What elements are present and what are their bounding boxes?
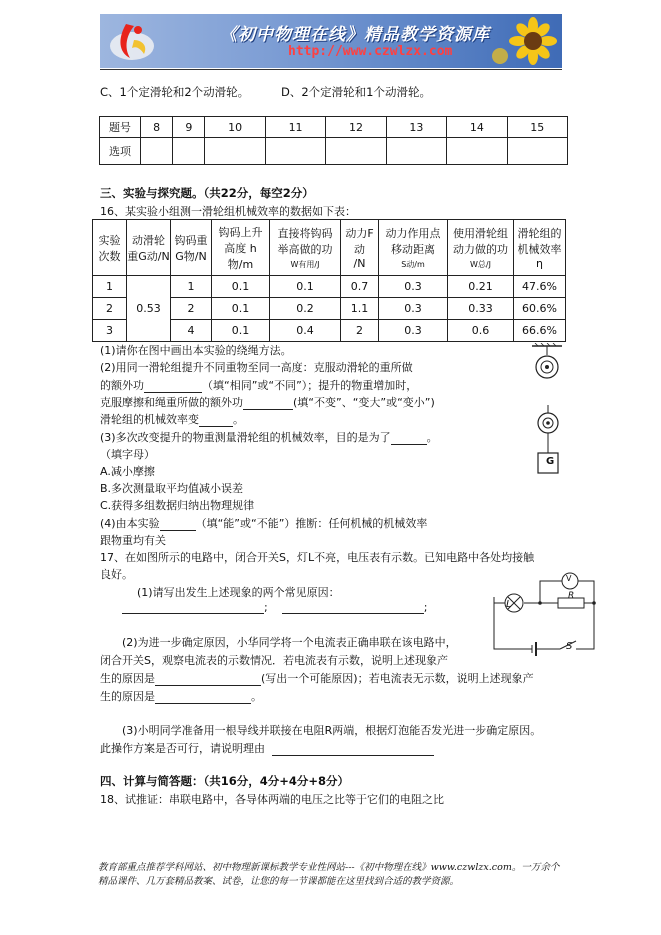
pulley-figure-2 bbox=[530, 405, 566, 480]
q16-part4-line2: 跟物重均有关 bbox=[100, 534, 166, 547]
site-logo-icon bbox=[104, 18, 160, 64]
circuit-diagram bbox=[484, 567, 602, 664]
blank[interactable] bbox=[243, 396, 293, 410]
q16-part3-line1: (3)多次改变提升的物重测量滑轮组的机械效率，目的是为了 。 bbox=[100, 431, 438, 444]
circuit-label-voltmeter: V bbox=[566, 574, 572, 583]
col-header-efficiency: 滑轮组的 机械效率 η bbox=[514, 220, 566, 276]
answer-cell[interactable] bbox=[265, 138, 325, 165]
cell-w-total: 0.33 bbox=[448, 298, 514, 320]
q17-part2-line1: (2)为进一步确定原因，小华同学将一个电流表正确串联在该电路中， bbox=[122, 636, 457, 649]
q17-line2: 良好。 bbox=[100, 568, 133, 581]
cell-g: 2 bbox=[171, 298, 212, 320]
q16-part2-line2: 的额外功 （填“相同”或“不同”）；提升的物重增加时， bbox=[100, 379, 418, 392]
cell-s: 0.3 bbox=[379, 276, 448, 298]
answer-cell[interactable] bbox=[447, 138, 507, 165]
blank[interactable] bbox=[391, 431, 427, 445]
circuit-label-lamp: L bbox=[506, 599, 512, 610]
cell-w-useful: 0.1 bbox=[270, 276, 341, 298]
footer-note: 教育部重点推荐学科网站、初中物理新课标教学专业性网站---《初中物理在线》www.czwlzx.com。一万余个精品课件、几万套精品教案、试卷，让您的每一节课都能在这里找到合适的教学资源。 bbox=[98, 862, 560, 887]
q17-part3-line2: 此操作方案是否可行，请说明理由 bbox=[100, 740, 434, 756]
col-header-force: 动力F动 /N bbox=[341, 220, 379, 276]
q17-part1-blanks: ; ; bbox=[122, 600, 427, 614]
cell-f: 1.1 bbox=[341, 298, 379, 320]
cell-pulley-weight: 0.53 bbox=[127, 276, 171, 342]
q17-part2-line4: 生的原因是 。 bbox=[100, 690, 262, 703]
section4-heading: 四、计算与简答题：（共16分，4分+4分+8分） bbox=[100, 774, 350, 788]
cell-w-total: 0.6 bbox=[448, 320, 514, 342]
table-row bbox=[93, 276, 566, 298]
q17-part3-line1: (3)小明同学准备用一根导线并联接在电阻R两端，根据灯泡能否发光进一步确定原因。 bbox=[122, 724, 542, 737]
answer-cell[interactable] bbox=[173, 138, 205, 165]
circuit-label-switch: S bbox=[566, 641, 573, 652]
col-header-total-work: 使用滑轮组 动力做的功 W总/J bbox=[448, 220, 514, 276]
answer-cell[interactable] bbox=[205, 138, 265, 165]
cell-g: 1 bbox=[171, 276, 212, 298]
col-header-pulley-weight: 动滑轮 重G动/N bbox=[127, 220, 171, 276]
blank[interactable] bbox=[282, 600, 424, 614]
pulley-data-table bbox=[92, 219, 566, 342]
banner-title: 《初中物理在线》精品教学资源库 bbox=[220, 25, 490, 45]
blank[interactable] bbox=[144, 379, 202, 393]
q16-intro: 16、某实验小组测一滑轮组机械效率的数据如下表： bbox=[100, 205, 356, 218]
blank[interactable] bbox=[155, 672, 261, 686]
cell-s: 0.3 bbox=[379, 320, 448, 342]
col-header-trial: 实验 次数 bbox=[93, 220, 127, 276]
col-header-distance: 动力作用点 移动距离 S动/m bbox=[379, 220, 448, 276]
answer-table-number: 8 bbox=[141, 117, 173, 138]
q16-part1: (1)请你在图中画出本实验的绕绳方法。 bbox=[100, 344, 292, 357]
answer-table-number: 11 bbox=[265, 117, 325, 138]
cell-s: 0.3 bbox=[379, 298, 448, 320]
blank[interactable] bbox=[122, 600, 264, 614]
cell-trial: 1 bbox=[93, 276, 127, 298]
col-header-useful-work: 直接将钩码 举高做的功 W有用/J bbox=[270, 220, 341, 276]
q17-part2-line2: 闭合开关S，观察电流表的示数情况．若电流表有示数，说明上述现象产 bbox=[100, 654, 448, 667]
q17-part2-line3: 生的原因是 (写出一个可能原因)；若电流表无示数，说明上述现象产 bbox=[100, 672, 534, 685]
cell-w-useful: 0.2 bbox=[270, 298, 341, 320]
answer-table-number: 10 bbox=[205, 117, 265, 138]
q16-part4-line1: (4)由本实验 （填“能”或“不能”）推断：任何机械的机械效率 bbox=[100, 517, 428, 530]
option-c: C、1个定滑轮和2个动滑轮。 bbox=[100, 85, 250, 99]
cell-w-useful: 0.4 bbox=[270, 320, 341, 342]
cell-f: 2 bbox=[341, 320, 379, 342]
header-rule bbox=[100, 69, 562, 70]
q16-part3-line2: （填字母） bbox=[100, 448, 155, 461]
answer-cell[interactable] bbox=[507, 138, 567, 165]
blank[interactable] bbox=[160, 517, 196, 531]
cell-h: 0.1 bbox=[212, 320, 270, 342]
q16-option-a: A.减小摩擦 bbox=[100, 465, 155, 478]
cell-f: 0.7 bbox=[341, 276, 379, 298]
cell-eff: 47.6% bbox=[514, 276, 566, 298]
q17-part1: (1)请写出发生上述现象的两个常见原因： bbox=[137, 586, 340, 599]
q16-option-b: B.多次测量取平均值减小误差 bbox=[100, 482, 244, 495]
answer-table-number: 15 bbox=[507, 117, 567, 138]
q16-part2-line4: 滑轮组的机械效率变 。 bbox=[100, 413, 244, 426]
q17-line1: 17、在如图所示的电路中，闭合开关S，灯L不亮，电压表有示数。已知电路中各处均接触 bbox=[100, 551, 535, 564]
q16-option-c: C.获得多组数据归纳出物理规律 bbox=[100, 499, 255, 512]
cell-g: 4 bbox=[171, 320, 212, 342]
cell-w-total: 0.21 bbox=[448, 276, 514, 298]
header-banner bbox=[100, 14, 562, 68]
cell-eff: 60.6% bbox=[514, 298, 566, 320]
answer-table-label-number: 题号 bbox=[100, 117, 141, 138]
blank[interactable] bbox=[199, 413, 233, 427]
cell-h: 0.1 bbox=[212, 298, 270, 320]
weight-label: G bbox=[546, 456, 555, 467]
answer-table-number: 9 bbox=[173, 117, 205, 138]
answer-table-number: 14 bbox=[447, 117, 507, 138]
section3-heading: 三、实验与探究题。（共22分，每空2分） bbox=[100, 186, 314, 200]
blank[interactable] bbox=[272, 742, 434, 756]
answer-cell[interactable] bbox=[141, 138, 173, 165]
answer-table-number: 13 bbox=[386, 117, 446, 138]
col-header-height: 钩码上升 高度 h物/m bbox=[212, 220, 270, 276]
blank[interactable] bbox=[155, 690, 251, 704]
q18: 18、试推证：串联电路中，各导体两端的电压之比等于它们的电阻之比 bbox=[100, 793, 444, 806]
circuit-label-resistor: R bbox=[568, 591, 575, 601]
cell-trial: 2 bbox=[93, 298, 127, 320]
answer-table-label-option: 选项 bbox=[100, 138, 141, 165]
q16-part2-line1: (2)用同一滑轮组提升不同重物至同一高度：克服动滑轮的重所做 bbox=[100, 361, 413, 374]
cell-h: 0.1 bbox=[212, 276, 270, 298]
pulley-figure-1 bbox=[530, 343, 564, 389]
cell-trial: 3 bbox=[93, 320, 127, 342]
q16-part2-line3: 克服摩擦和绳重所做的额外功 (填“不变”、“变大”或“变小”) bbox=[100, 396, 435, 409]
col-header-hook-weight: 钩码重 G物/N bbox=[171, 220, 212, 276]
sunflower-icon bbox=[488, 16, 558, 66]
option-d: D、2个定滑轮和1个动滑轮。 bbox=[281, 85, 431, 99]
banner-url[interactable]: http://www.czwlzx.com bbox=[288, 44, 453, 59]
cell-eff: 66.6% bbox=[514, 320, 566, 342]
answer-table-number: 12 bbox=[326, 117, 386, 138]
answer-cell[interactable] bbox=[386, 138, 446, 165]
answer-table bbox=[99, 116, 568, 165]
answer-cell[interactable] bbox=[326, 138, 386, 165]
